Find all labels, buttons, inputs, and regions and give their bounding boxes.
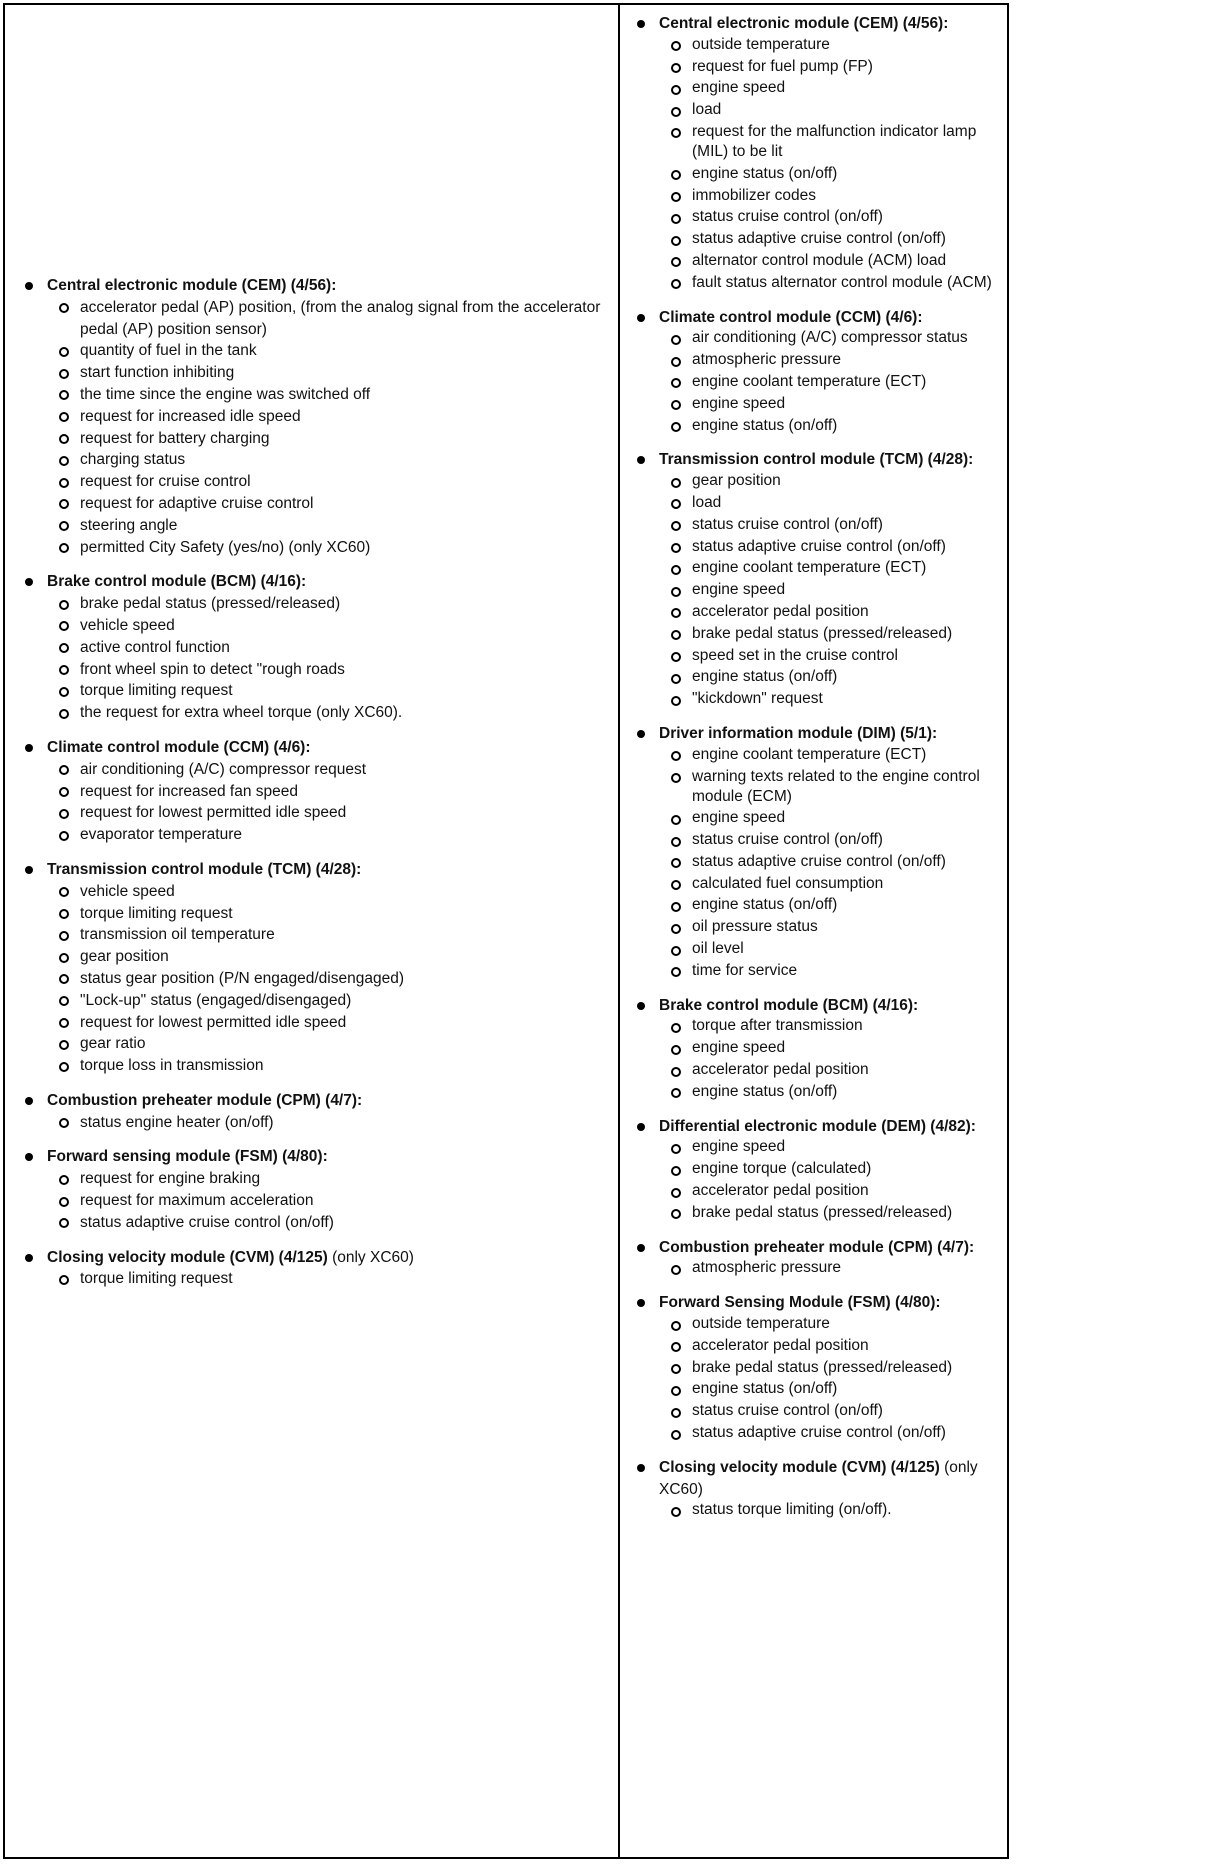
module-title-text: Closing velocity module (CVM) (4/125) [47, 1248, 328, 1266]
signal-item: "kickdown" request [692, 689, 1007, 711]
signal-item: status adaptive cruise control (on/off) [692, 852, 1007, 874]
signal-item: engine status (on/off) [692, 164, 1007, 186]
signal-item: status adaptive cruise control (on/off) [692, 229, 1007, 251]
module-cem [635, 13, 1007, 295]
signal-item: request for adaptive cruise control [80, 493, 608, 515]
module-title [635, 13, 1007, 35]
module-title-text: Climate control module (CCM) (4/6): [47, 738, 311, 756]
signal-item: permitted City Safety (yes/no) (only XC60) [80, 537, 608, 559]
signal-item: evaporator temperature [80, 824, 608, 846]
signal-item: engine speed [692, 394, 1007, 416]
signal-item: accelerator pedal position [692, 1336, 1007, 1358]
signal-item: engine speed [692, 580, 1007, 602]
signal-list [635, 1137, 1007, 1224]
signal-item: request for the malfunction indicator lamp (MIL) to be lit [692, 122, 1007, 164]
signal-item: accelerator pedal position [692, 1181, 1007, 1203]
signal-item: atmospheric pressure [692, 350, 1007, 372]
module-title [23, 1146, 608, 1168]
signal-item: engine status (on/off) [692, 1379, 1007, 1401]
signal-item: status cruise control (on/off) [692, 207, 1007, 229]
signal-item: air conditioning (A/C) compressor request [80, 759, 608, 781]
signal-item: torque limiting request [80, 903, 608, 925]
signal-item: status engine heater (on/off) [80, 1112, 608, 1134]
module-title-text: Combustion preheater module (CPM) (4/7): [47, 1091, 363, 1109]
signal-item: "Lock-up" status (engaged/disengaged) [80, 990, 608, 1012]
signal-item: vehicle speed [80, 881, 608, 903]
signal-item: status cruise control (on/off) [692, 830, 1007, 852]
signal-item: gear position [80, 946, 608, 968]
signal-list [635, 1314, 1007, 1445]
signal-list [23, 881, 608, 1077]
signal-item: status adaptive cruise control (on/off) [692, 537, 1007, 559]
signal-list [23, 1268, 608, 1290]
signal-list [23, 1112, 608, 1134]
signal-item: gear ratio [80, 1033, 608, 1055]
module-title [23, 859, 608, 881]
module-title-text: Central electronic module (CEM) (4/56): [47, 277, 337, 294]
module-tcm [23, 859, 608, 1077]
signal-item: torque limiting request [80, 680, 608, 702]
module-title-text: Brake control module (BCM) (4/16): [659, 996, 919, 1014]
module-bcm [23, 571, 608, 724]
signal-item: engine speed [692, 1038, 1007, 1060]
signal-item: status gear position (P/N engaged/disengaged) [80, 968, 608, 990]
signal-item: steering angle [80, 515, 608, 537]
signal-item: the request for extra wheel torque (only XC60). [80, 702, 608, 724]
module-dim [635, 723, 1007, 983]
signal-item: gear position [692, 471, 1007, 493]
signal-item: accelerator pedal position [692, 1060, 1007, 1082]
signal-item: accelerator pedal (AP) position, (from the analog signal from the accelerator pedal (AP) position sensor) [80, 297, 608, 341]
signal-item: time for service [692, 961, 1007, 983]
column-divider [618, 5, 620, 1857]
module-bcm [635, 995, 1007, 1104]
signal-item: engine status (on/off) [692, 416, 1007, 438]
signal-item: oil level [692, 939, 1007, 961]
module-title [23, 737, 608, 759]
module-title-text: Central electronic module (CEM) (4/56): [659, 15, 949, 32]
signal-item: request for lowest permitted idle speed [80, 802, 608, 824]
signal-item: engine torque (calculated) [692, 1159, 1007, 1181]
module-title [635, 307, 1007, 329]
module-tcm [635, 449, 1007, 711]
signal-list [23, 1168, 608, 1233]
signal-item: transmission oil temperature [80, 924, 608, 946]
signal-list [635, 1258, 1007, 1280]
signal-item: engine speed [692, 808, 1007, 830]
signal-item: warning texts related to the engine control module (ECM) [692, 767, 1007, 809]
signal-item: status cruise control (on/off) [692, 515, 1007, 537]
module-title-text: Differential electronic module (DEM) (4/82): [659, 1117, 976, 1135]
signal-item: start function inhibiting [80, 362, 608, 384]
signal-item: torque limiting request [80, 1268, 608, 1290]
signal-item: alternator control module (ACM) load [692, 251, 1007, 273]
signal-item: request for engine braking [80, 1168, 608, 1190]
module-title-text: Closing velocity module (CVM) (4/125) [659, 1458, 940, 1476]
signal-list [635, 35, 1007, 295]
signal-list [23, 297, 608, 559]
module-title [635, 995, 1007, 1017]
signal-item: front wheel spin to detect "rough roads [80, 659, 608, 681]
module-title-text: Combustion preheater module (CPM) (4/7): [659, 1238, 975, 1256]
signal-item: load [692, 493, 1007, 515]
signal-item: engine speed [692, 1137, 1007, 1159]
module-title [23, 1090, 608, 1112]
signal-item: air conditioning (A/C) compressor status [692, 328, 1007, 350]
signal-item: brake pedal status (pressed/released) [692, 1203, 1007, 1225]
module-title [635, 449, 1007, 471]
module-cvm [23, 1247, 608, 1291]
module-ccm [635, 307, 1007, 438]
signal-list [23, 759, 608, 846]
signal-item: charging status [80, 449, 608, 471]
signal-item: engine status (on/off) [692, 667, 1007, 689]
signal-item: brake pedal status (pressed/released) [692, 1358, 1007, 1380]
module-title-text: Driver information module (DIM) (5/1): [659, 724, 938, 742]
signal-item: status adaptive cruise control (on/off) [80, 1212, 608, 1234]
signal-list [23, 593, 608, 724]
signal-item: active control function [80, 637, 608, 659]
signal-item: status adaptive cruise control (on/off) [692, 1423, 1007, 1445]
module-title [23, 1247, 608, 1269]
signal-item: quantity of fuel in the tank [80, 340, 608, 362]
module-title-text: Forward Sensing Module (FSM) (4/80): [659, 1294, 941, 1312]
signal-item: atmospheric pressure [692, 1258, 1007, 1280]
signal-item: engine status (on/off) [692, 1082, 1007, 1104]
signal-item: engine speed [692, 78, 1007, 100]
right-column [635, 13, 1007, 1534]
signal-item: outside temperature [692, 1314, 1007, 1336]
signal-item: request for maximum acceleration [80, 1190, 608, 1212]
module-ccm [23, 737, 608, 846]
module-title-text: Climate control module (CCM) (4/6): [659, 308, 923, 326]
signal-item: request for increased idle speed [80, 406, 608, 428]
signal-item: engine coolant temperature (ECT) [692, 558, 1007, 580]
signal-item: accelerator pedal position [692, 602, 1007, 624]
signal-list [635, 328, 1007, 437]
module-cpm [635, 1237, 1007, 1281]
signal-item: speed set in the cruise control [692, 646, 1007, 668]
signal-item: request for fuel pump (FP) [692, 57, 1007, 79]
left-column [23, 275, 608, 1303]
signal-item: engine coolant temperature (ECT) [692, 745, 1007, 767]
signal-item: status cruise control (on/off) [692, 1401, 1007, 1423]
module-title [23, 571, 608, 593]
module-title [635, 1237, 1007, 1259]
signal-item: outside temperature [692, 35, 1007, 57]
signal-item: request for battery charging [80, 428, 608, 450]
module-cvm [635, 1457, 1007, 1522]
signal-item: vehicle speed [80, 615, 608, 637]
signal-item: oil pressure status [692, 917, 1007, 939]
signal-list [635, 745, 1007, 983]
module-title-text: Forward sensing module (FSM) (4/80): [47, 1148, 328, 1166]
signal-item: the time since the engine was switched off [80, 384, 608, 406]
signal-item: torque after transmission [692, 1016, 1007, 1038]
signal-item: engine coolant temperature (ECT) [692, 372, 1007, 394]
module-title [635, 1116, 1007, 1138]
signal-item: status torque limiting (on/off). [692, 1500, 1007, 1522]
module-title-text: Transmission control module (TCM) (4/28): [47, 860, 362, 878]
signal-item: calculated fuel consumption [692, 874, 1007, 896]
signal-item: request for increased fan speed [80, 781, 608, 803]
module-title [635, 1457, 1007, 1501]
signal-item: request for lowest permitted idle speed [80, 1012, 608, 1034]
module-title [635, 1292, 1007, 1314]
signal-item: torque loss in transmission [80, 1055, 608, 1077]
module-fsm [23, 1146, 608, 1233]
signal-list [635, 1500, 1007, 1522]
module-title-text: Transmission control module (TCM) (4/28): [659, 451, 974, 469]
module-title-note: (only XC60) [659, 1458, 978, 1498]
module-title-text: Brake control module (BCM) (4/16): [47, 573, 307, 591]
module-title-note: (only XC60) [327, 1248, 414, 1266]
signal-item: request for cruise control [80, 471, 608, 493]
signal-item: engine status (on/off) [692, 895, 1007, 917]
signal-item: brake pedal status (pressed/released) [692, 624, 1007, 646]
signal-item: immobilizer codes [692, 186, 1007, 208]
signal-item: fault status alternator control module (ACM) [692, 273, 1007, 295]
module-cem [23, 275, 608, 558]
signal-list [635, 471, 1007, 711]
module-title [635, 723, 1007, 745]
module-fsm [635, 1292, 1007, 1445]
signal-item: load [692, 100, 1007, 122]
signal-list [635, 1016, 1007, 1103]
signal-item: brake pedal status (pressed/released) [80, 593, 608, 615]
module-title [23, 275, 608, 297]
module-dem [635, 1116, 1007, 1225]
module-cpm [23, 1090, 608, 1134]
document-table [3, 3, 1009, 1859]
